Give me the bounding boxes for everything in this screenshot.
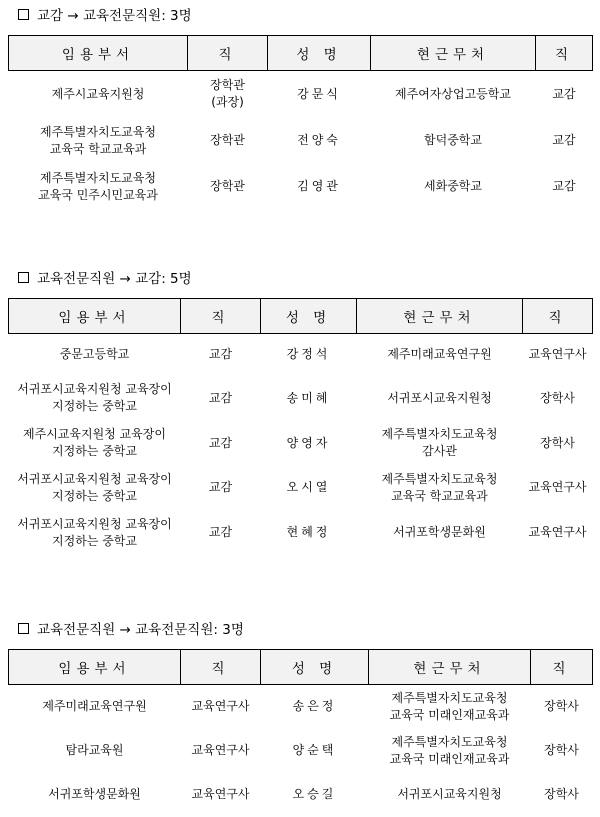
current-position-cell: 장학사 (540, 390, 575, 405)
section-1-table (8, 35, 593, 210)
name-cell: 오시열 (286, 480, 331, 494)
table-row (9, 685, 593, 729)
current-workplace-cell: 서귀포시교육지원청 (387, 390, 492, 405)
header-position: 직 (181, 299, 261, 334)
name-cell: 전양숙 (297, 133, 341, 147)
name-cell: 오승길 (292, 787, 337, 801)
current-workplace-cell: 제주특별자치도교육청 감사관 (381, 427, 498, 458)
dept-cell: 탐라교육원 (65, 743, 124, 757)
name-cell: 강문식 (297, 86, 341, 101)
dept-cell: 서귀포시교육지원청 교육장이 지정하는 중학교 (17, 471, 172, 503)
header-current-position: 직 (531, 650, 593, 685)
section-2-title (18, 267, 192, 287)
current-position-cell: 교감 (552, 133, 576, 147)
checkbox-square-icon (18, 623, 29, 634)
table-row (9, 71, 593, 118)
dept-cell: 제주특별자치도교육청 교육국 민주시민교육과 (38, 170, 158, 202)
current-position-cell: 교육연구사 (528, 347, 587, 362)
name-cell: 양순택 (292, 743, 337, 757)
table-row (9, 729, 593, 773)
position-cell: 교감 (208, 480, 233, 494)
current-position-cell: 장학사 (540, 435, 575, 450)
current-position-cell: 장학사 (544, 787, 579, 801)
header-name: 성 명 (268, 36, 371, 71)
position-cell: 장학관 (210, 179, 245, 193)
table-row (9, 510, 593, 556)
table-row (9, 466, 593, 510)
position-cell: 교감 (208, 390, 233, 405)
checkbox-square-icon (18, 272, 29, 283)
name-cell: 김영관 (297, 179, 341, 193)
section-1-title (18, 4, 192, 24)
current-position-cell: 교감 (552, 179, 576, 193)
table-row (9, 164, 593, 210)
table-row (9, 118, 593, 164)
header-dept: 임용부서 (9, 650, 181, 685)
header-row (9, 650, 593, 685)
current-workplace-cell: 제주특별자치도교육청 교육국 미래인재교육과 (389, 734, 510, 766)
dept-cell: 서귀포시교육지원청 교육장이 지정하는 중학교 (17, 382, 172, 413)
checkbox-square-icon (18, 9, 29, 20)
position-cell: 교육연구사 (191, 699, 250, 714)
position-cell: 교감 (208, 347, 233, 362)
header-current-position: 직 (536, 36, 593, 71)
name-cell: 양영자 (286, 435, 331, 450)
header-current-position: 직 (523, 299, 593, 334)
header-position: 직 (188, 36, 268, 71)
header-current-workplace: 현근무처 (357, 299, 523, 334)
header-current-workplace: 현근무처 (371, 36, 536, 71)
current-position-cell: 장학사 (544, 743, 579, 757)
section-3-title-text: 교육전문직원 → 교육전문직원: 3명 (37, 622, 244, 638)
current-workplace-cell: 제주특별자치도교육청 교육국 학교교육과 (381, 471, 498, 503)
current-workplace-cell: 서귀포학생문화원 (393, 525, 486, 539)
table-row (9, 421, 593, 466)
header-dept: 임용부서 (9, 299, 181, 334)
name-cell: 강정석 (286, 347, 331, 362)
position-cell: 장학관 (210, 133, 245, 147)
position-cell: 장학관 (과장) (210, 78, 245, 110)
header-position: 직 (181, 650, 261, 685)
position-cell: 교육연구사 (191, 787, 250, 801)
position-cell: 교육연구사 (191, 743, 250, 757)
dept-cell: 제주시교육지원청 (51, 86, 145, 101)
current-workplace-cell: 제주특별자치도교육청 교육국 미래인재교육과 (389, 690, 510, 722)
dept-cell: 서귀포학생문화원 (48, 787, 141, 801)
header-dept: 임용부서 (9, 36, 188, 71)
position-cell: 교감 (208, 435, 233, 450)
section-3-title (18, 618, 244, 638)
current-workplace-cell: 함덕중학교 (424, 133, 482, 147)
name-cell: 송미혜 (286, 390, 331, 405)
header-row (9, 36, 593, 71)
section-1-title-text: 교감 → 교육전문직원: 3명 (37, 8, 192, 24)
dept-cell: 제주시교육지원청 교육장이 지정하는 중학교 (23, 427, 166, 458)
table-row (9, 376, 593, 421)
section-2-table (8, 298, 593, 556)
current-workplace-cell: 세화중학교 (424, 179, 482, 193)
dept-cell: 제주특별자치도교육청 교육국 학교교육과 (40, 124, 156, 156)
name-cell: 송은정 (292, 699, 337, 714)
table-row (9, 334, 593, 376)
dept-cell: 서귀포시교육지원청 교육장이 지정하는 중학교 (17, 516, 172, 548)
current-position-cell: 교감 (552, 86, 576, 101)
name-cell: 현혜정 (286, 525, 331, 539)
current-workplace-cell: 서귀포시교육지원청 (397, 787, 502, 801)
section-2-title-text: 교육전문직원 → 교감: 5명 (37, 271, 192, 287)
dept-cell: 제주미래교육연구원 (42, 699, 147, 714)
current-position-cell: 교육연구사 (528, 525, 587, 539)
header-name: 성 명 (261, 299, 357, 334)
position-cell: 교감 (208, 525, 233, 539)
header-name: 성 명 (261, 650, 369, 685)
table-row (9, 773, 593, 817)
header-current-workplace: 현근무처 (369, 650, 531, 685)
current-workplace-cell: 제주여자상업고등학교 (395, 86, 511, 101)
header-row (9, 299, 593, 334)
current-workplace-cell: 제주미래교육연구원 (387, 347, 492, 362)
current-position-cell: 교육연구사 (528, 480, 587, 494)
section-3-table (8, 649, 593, 817)
current-position-cell: 장학사 (544, 699, 579, 714)
dept-cell: 중문고등학교 (59, 347, 130, 362)
